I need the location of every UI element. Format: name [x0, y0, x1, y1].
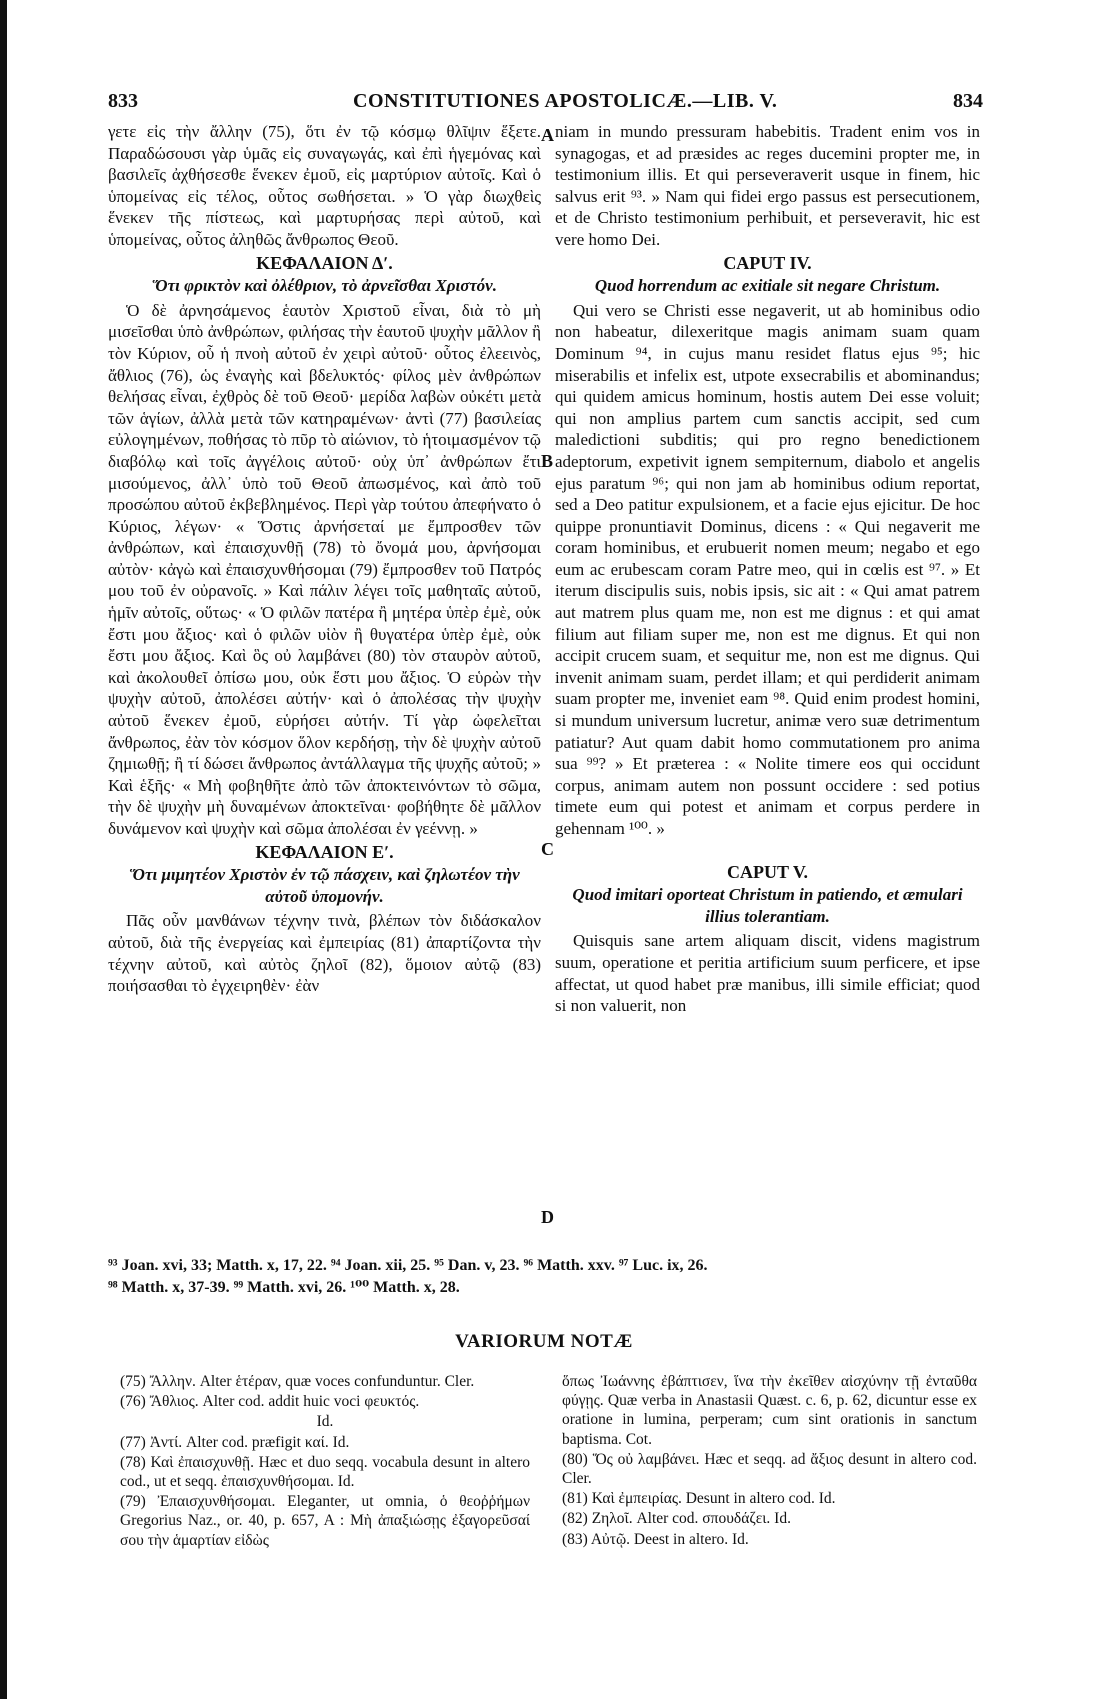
scripture-reference-line: ⁹³ Joan. xvi, 33; Matth. x, 17, 22. ⁹⁴ Joan. xii, 25. ⁹⁵ Dan. v, 23. ⁹⁶ Matth. xxv. ⁹⁷ Luc. ix, 26. — [108, 1257, 708, 1274]
note-80: (80) Ὅς οὐ λαμβάνει. Hæc et seqq. ad ἄξιος desunt in altero cod. Cler. — [562, 1450, 977, 1488]
latin-column — [555, 121, 980, 1017]
notes-left-column — [120, 1372, 530, 1551]
greek-chapter-4-heading: ΚΕΦΑΛΑΙΟΝ Δʹ. — [256, 252, 393, 273]
latin-paragraph-1: niam in mundo pressuram habebitis. Tradent enim vos in synagogas, et ad præsides ac reges ducemini propter me, in testimonium illis. Et qui perseveraverit usque in finem, hic salvus erit ⁹³. » Nam qui fidei ergo passus est persecutionem, et de Christo testimonium perhibuit, et perseveravit, hic est vere homo Dei. — [555, 122, 980, 249]
latin-chapter-5-heading: CAPUT V. — [726, 861, 809, 882]
note-75: (75) Ἄλλην. Alter ἑτέραν, quæ voces confunduntur. Cler. — [120, 1373, 475, 1390]
greek-chapter-5-heading: ΚΕΦΑΛΑΙΟΝ Εʹ. — [255, 841, 394, 862]
latin-paragraph-2: Qui vero se Christi esse negaverit, ut ab hominibus odio non habeatur, dilexeritque magis animam suam quam Dominum ⁹⁴, in cujus manu residet flatus ejus ⁹⁵; hic miserabilis et infelix est, utpote exsecrabilis et abominandus; qui quidem amicus hominum, hostis autem Dei esse voluit; qui non amplius partem cum sanctis accipit, sed cum maledictioni subditis; qui pro regno benedictionem adeptorum, expetivit ignem sempiternum, diabolo et angelis ejus paratum ⁹⁶; qui non jam ab hominibus odium reportat, sed a Deo patitur expulsionem, et a facie ejus ejicitur. De hoc quippe pronuntiavit Dominus, dicens : « Qui negaverit me coram hominibus, et erubuerit nomen meum; negabo et ego eum ac erubescam coram Patre meo, qui in cœlis est ⁹⁷. » Et iterum discipulis suis, nobis ipsis, sic ait : « Qui amat patrem aut matrem plus quam me, non est me dignus : et qui amat filium aut filiam super me, non est me dignus. Et qui non accipit crucem suam, et sequitur me, non est me dignus. Qui invenit animam suam, perdet illam; et qui perdiderit animam suam propter me, inveniet eam ⁹⁸. Quid enim prodest homini, si mundum universum lucretur, animæ vero suæ detrimentum patiatur? Aut quam dabit homo commutationem pro anima sua ⁹⁹? » Et præterea : « Nolite timere eos qui occidunt corpus, animam autem non possunt occidere : sed potius timete eum qui potest et animam et corpus perdere in gehennam ¹⁰⁰. » — [555, 300, 980, 838]
latin-paragraph-3: Quisquis sane artem aliquam discit, videns magistrum suum, operatione et peritia artificium suum perficere, et ipse affectat, ut quod habet præ manibus, illi simile efficiat; quod si non valuerit, non — [555, 931, 980, 1016]
margin-marker-b: B — [541, 451, 554, 471]
note-76: (76) Ἄθλιος. Alter cod. addit huic voci φευκτός. — [120, 1393, 420, 1411]
note-81: (81) Καὶ ἐμπειρίας. Desunt in altero cod. Id. — [562, 1490, 836, 1508]
note-77: (77) Ἀντί. Alter cod. præfigit καί. Id. — [120, 1433, 350, 1451]
scan-edge — [0, 0, 7, 1699]
greek-paragraph-1: γετε εἰς τὴν ἄλλην (75), ὅτι ἐν τῷ κόσμῳ θλῖψιν ἕξετε. Παραδώσουσι γὰρ ὑμᾶς εἰς συναγωγάς, καὶ ἐπὶ ἡγεμόνας καὶ βασιλεῖς ἀχθήσεσθε ἕνεκεν ἐμοῦ, εἰς μαρτύριον αὐτοῖς. Καὶ ὁ ὑπομείνας εἰς τέλος, οὗτος σωθήσεται. » Ὁ γὰρ διωχθεὶς ἕνεκεν τῆς πίστεως, καὶ μαρτυρήσας περὶ αὐτοῦ, καὶ ὑπομείνας, οὗτος ἀληθῶς ἄνθρωπος Θεοῦ. — [108, 122, 541, 249]
note-78: (78) Καὶ ἐπαισχυνθῇ. Hæc et duo seqq. vocabula desunt in altero cod., ut et seqq. ἐπαισχυνθήσομαι. Id. — [120, 1453, 530, 1491]
greek-chapter-4-subtitle: Ὅτι φρικτὸν καὶ ὀλέθριον, τὸ ἀρνεῖσθαι Χριστόν. — [152, 276, 497, 296]
note-82: (82) Ζηλοῖ. Alter cod. σπουδάζει. Id. — [562, 1510, 791, 1528]
greek-column — [108, 121, 541, 997]
greek-chapter-5-subtitle: Ὅτι μιμητέον Χριστὸν ἐν τῷ πάσχειν, καὶ ζηλωτέον τὴν αὐτοῦ ὑπομονήν. — [129, 865, 520, 906]
running-title: CONSTITUTIONES APOSTOLICÆ.—LIB. V. — [353, 90, 778, 112]
note-79-continued: ὅπως Ἰωάννης ἐβάπτισεν, ἵνα τὴν ἐκεῖθεν αἰσχύνην τῇ ἐνταῦθα φύγῃς. Quæ verba in Anastasii Quæst. c. 6, p. 62, dicuntur esse ex oratione in lumina, perperam; cum sint orationis in sanctum baptisma. Cot. — [562, 1373, 977, 1448]
margin-marker-a: A — [541, 125, 554, 145]
note-83: (83) Αὐτῷ. Deest in altero. Id. — [562, 1530, 749, 1548]
scripture-reference-line: ⁹⁸ Matth. x, 37-39. ⁹⁹ Matth. xvi, 26. ¹⁰⁰ Matth. x, 28. — [108, 1279, 460, 1296]
variorum-notes-title: VARIORUM NOTÆ — [455, 1331, 633, 1352]
notes-right-column — [562, 1372, 977, 1550]
page-number-right: 834 — [953, 90, 983, 112]
margin-marker-d: D — [541, 1207, 554, 1227]
latin-chapter-4-heading: CAPUT IV. — [723, 252, 812, 273]
note-76-signature: Id. — [316, 1413, 334, 1431]
latin-chapter-4-subtitle: Quod horrendum ac exitiale sit negare Christum. — [594, 276, 941, 296]
latin-chapter-5-subtitle: Quod imitari oporteat Christum in patiendo, et æmulari illius tolerantiam. — [572, 885, 963, 926]
scripture-references — [108, 1255, 980, 1299]
note-79: (79) Ἐπαισχυνθήσομαι. Eleganter, ut omnia, ὁ θεοῤῥήμων Gregorius Naz., or. 40, p. 657, A : Μὴ ἀπαξιώσῃς ἐξαγορεῦσαί σου τὴν ἁμαρτίαν εἰδὼς — [120, 1493, 530, 1549]
greek-paragraph-2: Ὁ δὲ ἀρνησάμενος ἑαυτὸν Χριστοῦ εἶναι, διὰ τὸ μὴ μισεῖσθαι ὑπὸ ἀνθρώπων, φιλήσας τὴν ἑαυτοῦ ψυχὴν μᾶλλον ἢ τὸν Κύριον, οὗ ἡ πνοὴ αὐτοῦ ἐν χειρὶ αὐτοῦ· οὗτος ἐλεεινὸς, ἄθλιος (76), ὡς ἐναγὴς καὶ βδελυκτός· φίλος μὲν ἀνθρώπων θελήσας εἶναι, ἐχθρὸς δὲ τοῦ Θεοῦ· μερίδα λαβὼν οὐκέτι μετὰ τῶν ἁγίων, ἀλλὰ μετὰ τῶν κατηραμένων· ἀντὶ (77) βασιλείας εὐλογημένων, ποθήσας τὸ πῦρ τὸ αἰώνιον, τὸ ἡτοιμασμένον τῷ διαβόλῳ καὶ τοῖς ἀγγέλοις αὐτοῦ· οὐχ ὑπ᾽ ἀνθρώπων ἔτι μισούμενος, ἀλλ᾽ ὑπὸ τοῦ Θεοῦ ἀπωσμένος, καὶ ἀπὸ τοῦ προσώπου αὐτοῦ ἐκβεβλημένος. Περὶ γὰρ τούτου ἀπεφήνατο ὁ Κύριος, λέγων· « Ὅστις ἀρνήσεταί με ἔμπροσθεν τῶν ἀνθρώπων, καὶ ἐπαισχυνθῇ (78) τὸ ὄνομά μου, ἀρνήσομαι αὐτὸν· κἀγὼ καὶ ἐπαισχυνθήσομαι (79) ἔμπροσθεν τοῦ Πατρός μου τοῦ ἐν οὐρανοῖς. » Καὶ πάλιν λέγει τοῖς μαθηταῖς αὐτοῦ, ἡμῖν αὐτοῖς, οὕτως· « Ὁ φιλῶν πατέρα ἢ μητέρα ὑπὲρ ἐμὲ, οὐκ ἔστι μου ἄξιος· καὶ ὁ φιλῶν υἱὸν ἢ θυγατέρα ὑπὲρ ἐμὲ, οὐκ ἔστι μου ἄξιος. Καὶ ὃς οὐ λαμβάνει (80) τὸν σταυρὸν αὐτοῦ, καὶ ἀκολουθεῖ ὀπίσω μου, οὐκ ἔστι μου ἄξιος. Ὁ εὑρὼν τὴν ψυχὴν αὐτοῦ, ἀπολέσει αὐτήν· καὶ ὁ ἀπολέσας τὴν ψυχὴν αὐτοῦ ἕνεκεν ἐμοῦ, εὑρήσει αὐτήν. Τί γὰρ ὠφελεῖται ἄνθρωπος, ἐὰν τὸν κόσμον ὅλον κερδήσῃ, τὴν δὲ ψυχὴν αὐτοῦ ζημιωθῇ; ἢ τί δώσει ἄνθρωπος ἀντάλλαγμα τῆς ψυχῆς αὐτοῦ; » Καὶ ἑξῆς· « Μὴ φοβηθῆτε ἀπὸ τῶν ἀποκτεινόντων τὸ σῶμα, τὴν δὲ ψυχὴν μὴ δυναμένων ἀποκτεῖναι· φοβήθητε δὲ μᾶλλον δυνάμενον καὶ ψυχὴν καὶ σῶμα ἀπολέσαι ἐν γεέννῃ. » — [108, 300, 541, 838]
page-number-left: 833 — [108, 90, 138, 112]
greek-paragraph-3: Πᾶς οὖν μανθάνων τέχνην τινὰ, βλέπων τὸν διδάσκαλον αὐτοῦ, διὰ τῆς ἐνεργείας καὶ ἐμπειρίας (81) ἀπαρτίζοντα τὴν τέχνην αὐτοῦ, καὶ αὐτὸς ζηλοῖ (82), ὅμοιον αὐτῷ (83) ποιήσασθαι τὸ ἐγχειρηθὲν· ἐὰν — [108, 911, 541, 996]
margin-marker-c: C — [541, 839, 554, 859]
running-head — [108, 90, 983, 120]
